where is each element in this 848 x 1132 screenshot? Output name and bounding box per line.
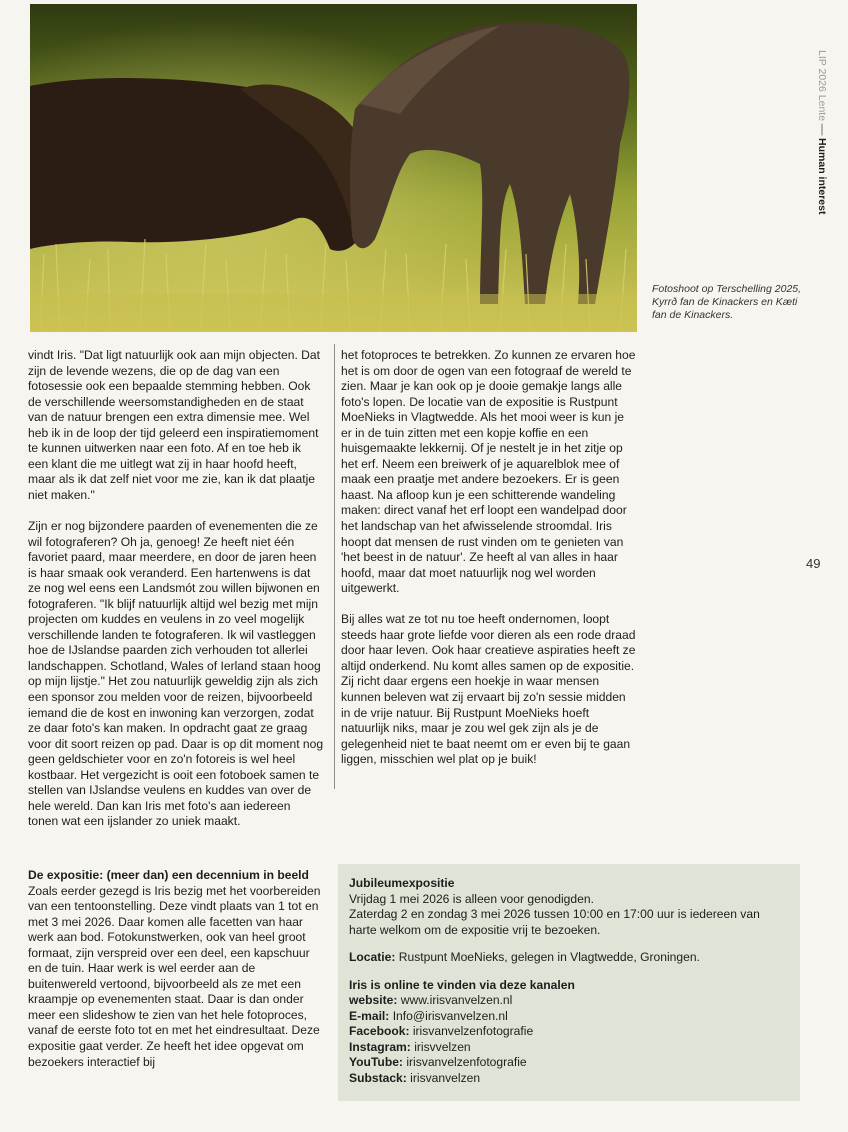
location-value: Rustpunt MoeNieks, gelegen in Vlagtwedde, Groningen. (395, 950, 700, 965)
paragraph: Bij alles wat ze tot nu toe heeft ondernomen, loopt steeds haar grote liefde voor dieren als een rode draad door haar leven. Ook haar creatieve aspiraties heeft ze altijd onderkend. Nu komt alles samen op de expositie. Zij richt daar ergens een hoekje in waar mensen kunnen beleven wat zij ervaart bij zo'n sessie midden in de vrije natuur. Bij Rustpunt MoeNieks hoeft natuurlijk niks, maar je zou wel gek zijn als je de gelegenheid niet te baat neemt om er even bij te gaan liggen, misschien wel plat op je buik! (341, 612, 636, 767)
article-column-left (28, 348, 324, 845)
page-number: 49 (806, 556, 821, 571)
substack-handle[interactable]: irisvanvelzen (406, 1071, 481, 1086)
side-rail (816, 50, 828, 214)
youtube-label: YouTube: (349, 1055, 403, 1070)
photo-illustration (30, 4, 637, 332)
email-label: E-mail: (349, 1008, 390, 1023)
youtube-row (349, 1055, 788, 1071)
rail-divider (822, 124, 823, 136)
website-link[interactable]: www.irisvanvelzen.nl (397, 993, 513, 1008)
paragraph: vindt Iris. "Dat ligt natuurlijk ook aan mijn objecten. Dat zijn de levende wezens, die op de dag van een fotosessie ook een bepaalde stemming hebben. Ook de verschillende weersomstandigheden en de staat van de natuur brengen een extra dimensie mee. Wel heb ik in de loop der tijd geleerd een inspiratiemoment te kunnen uitwerken naar een foto. Af en toe heb ik een klant die me uitlegt wat zij in haar hoofd heeft, maar als ik dat zelf niet voor me zie, kan ik dat plaatje niet maken." (28, 348, 320, 502)
facebook-label: Facebook: (349, 1024, 410, 1039)
paragraph: Zoals eerder gezegd is Iris bezig met het voorbereiden van een tentoonstelling. Deze vindt plaats van 1 tot en met 3 mei 2026. Daar komen alle facetten van haar werk aan bod. Fotokunstwerken, ook van heel groot formaat, zijn verspreid over een deel, een kapschuur en de tuin. Haar werk is wel eerder aan de buitenwereld vertoond, bijvoorbeeld als ze met een kraampje op evenementen staat. Daar is dan onder meer een slideshow te zien van het hele fotoproces, vanaf de eerste foto tot en met het eindresultaat. Deze expositie gaat verder. Ze heeft het idee opgevat om bezoekers interactief bij (28, 883, 321, 1069)
substack-label: Substack: (349, 1071, 407, 1086)
infobox-title: Jubileumexpositie (349, 876, 455, 890)
article-column-right (341, 348, 638, 783)
exhibition-info-box (338, 864, 800, 1101)
email-link[interactable]: Info@irisvanvelzen.nl (389, 1008, 508, 1023)
youtube-handle[interactable]: irisvanvelzenfotografie (402, 1055, 527, 1070)
online-title: Iris is online te vinden via deze kanalen (349, 977, 575, 992)
infobox-line: Zaterdag 2 en zondag 3 mei 2026 tussen 10:00 en 17:00 uur is iedereen van harte welkom om de expositie vrij te bezoeken. (349, 907, 760, 937)
section-label: Human interest (816, 138, 828, 215)
location-label: Locatie: (349, 950, 396, 965)
magazine-issue: LIP 2026 Lente (816, 50, 828, 122)
instagram-row (349, 1040, 788, 1056)
facebook-handle[interactable]: irisvanvelzenfotografie (409, 1024, 534, 1039)
column-divider (334, 344, 335, 789)
website-label: website: (349, 993, 398, 1008)
instagram-handle[interactable]: irisvvelzen (410, 1039, 471, 1054)
section-heading: De expositie: (meer dan) een decennium in beeld (28, 868, 309, 882)
photo-caption: Fotoshoot op Terschelling 2025, Kyrrð fan de Kinackers en Kæti fan de Kinackers. (652, 283, 802, 321)
facebook-row (349, 1024, 788, 1040)
location-row (349, 950, 788, 966)
paragraph: het fotoproces te betrekken. Zo kunnen ze ervaren hoe het is om door de ogen van een fotograaf de wereld te zien. Maar je kan ook op je dooie gemakje langs alle foto's lopen. De locatie van de expositie is Rustpunt MoeNieks in Vlagtwedde. Als het mooi weer is kun je er in de tuin zitten met een kopje koffie en een huisgemaakte lekkernij. Of je nestelt je in het zitje op het erf. Neem een breiwerk of je aquarelblok mee of maak een praatje met andere bezoekers. Er is geen haast. Na afloop kun je een schitterende wandeling maken: direct vanaf het erf loopt een wandelpad door het landschap van het afwisselende stroomdal. Iris hoopt dat mensen de rust vinden om te genieten van 'het beest in de natuur'. Ze heeft al van alles in haar hoofd, maar dat moet natuurlijk nog wel worden uitgewerkt. (341, 348, 636, 596)
horse-and-foal-photo (30, 4, 637, 332)
article-column-bottom (28, 868, 324, 1086)
infobox-line: Vrijdag 1 mei 2026 is alleen voor genodigden. (349, 891, 594, 906)
website-row (349, 993, 788, 1009)
email-row (349, 1009, 788, 1025)
substack-row (349, 1071, 788, 1087)
paragraph: Zijn er nog bijzondere paarden of evenementen die ze wil fotograferen? Oh ja, genoeg! Ze heeft niet één favoriet paard, maar meerdere, en door de jaren heen is haar smaak ook veranderd. Een hartenwens is dat ze nog wel eens een Landsmót zou willen bijwonen en fotograferen. "Ik blijf natuurlijk altijd wel bezig met mijn projecten om kuddes en veulens in zo veel mogelijk verschillende landen te fotograferen. Ik wil vastleggen hoe de IJslandse paarden zich verhouden tot allerlei landschappen. Schotland, Wales of Ierland staan hoog op mijn lijstje." Het zou natuurlijk geweldig zijn als zich een sponsor zou melden voor de reizen, bijvoorbeeld iemand die de kost en inwoning kan verzorgen, zodat ze daar foto's kan maken. In opdracht gaat ze graag voor dit soort reizen op pad. Daar is op dit moment nog geen geldschieter voor en zo'n fotoreis is wel heel kostbaar. Het vergezicht is ooit een fotoboek samen te stellen van IJslandse veulens en kuddes van over de hele wereld. Dan kan Iris met foto's aan iedereen tonen wat een ijslander zo uniek maakt. (28, 518, 324, 829)
instagram-label: Instagram: (349, 1039, 411, 1054)
